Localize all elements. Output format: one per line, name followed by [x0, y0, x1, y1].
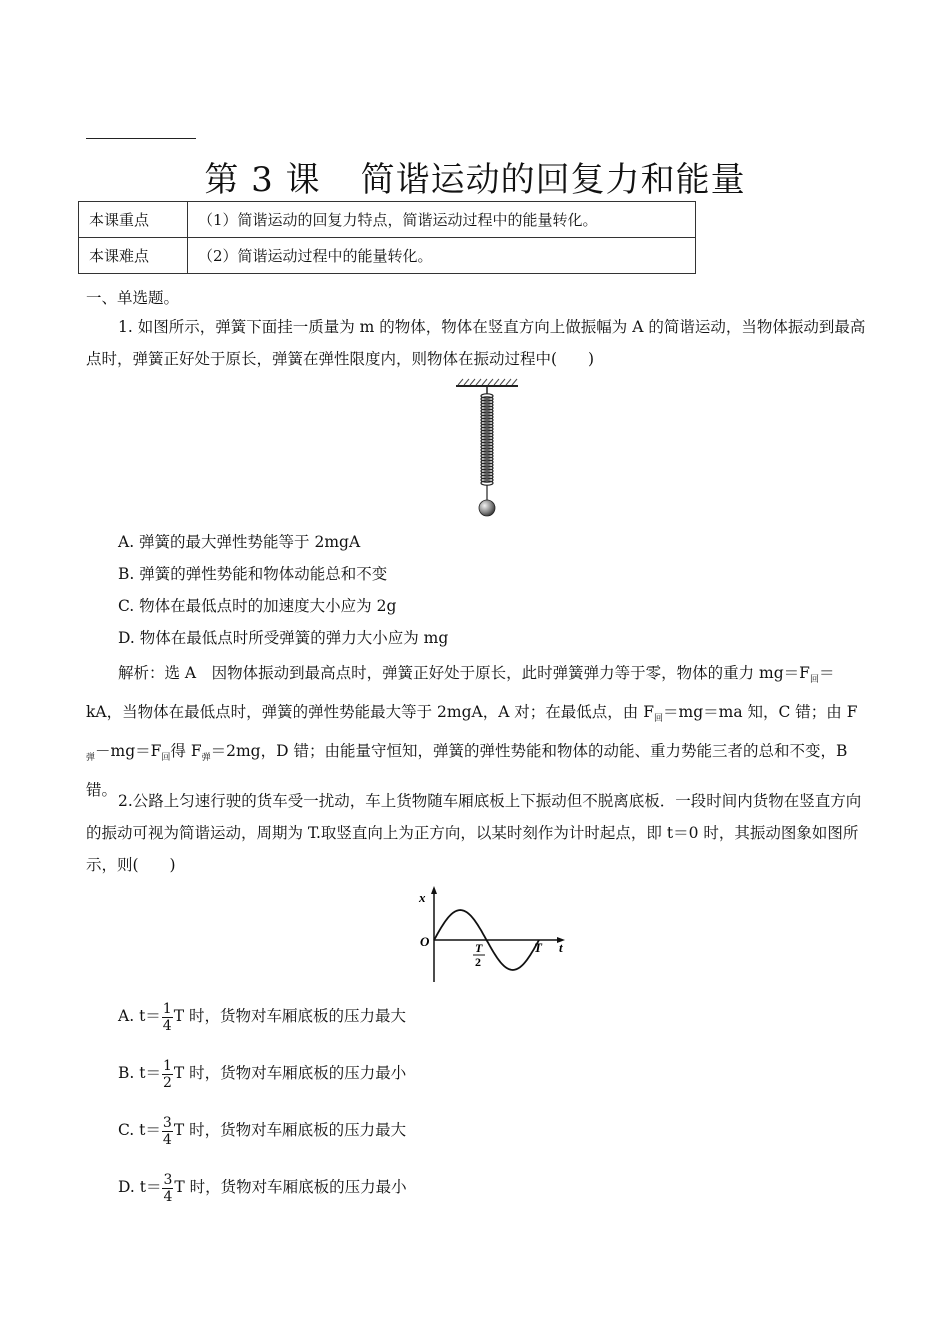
section-heading: 一、单选题。 [86, 289, 180, 307]
table-row [79, 238, 696, 274]
q1-option-c: C. 物体在最低点时的加速度大小应为 2g [118, 597, 397, 615]
spring-figure [446, 378, 530, 520]
q1-option-a: A. 弹簧的最大弹性势能等于 2mgA [118, 533, 361, 551]
q1-analysis: 解析：选 A 因物体振动到最高点时，弹簧正好处于原长，此时弹簧弹力等于零，物体的重力 $mg=F_回=kA$，当物体在最低点时，弹簧的弹性势能最大等于 2mgA，A 对；在最低点，由 $F_回=mg=ma$ 知，C 错；由 $F_弹-mg=F_回$得 $F_弹=2mg$，D 错；由能量守恒知，弹簧的弹性势能和物体的动能、重力势能三者的总和不变，B 错。 [86, 664, 858, 800]
key-point-label: 本课重点 [79, 202, 188, 238]
q1-option-b: B. 弹簧的弹性势能和物体动能总和不变 [118, 565, 388, 583]
ceiling-hatch [458, 379, 517, 385]
q2-option-d: D. t＝ $\frac{3}{4}$ T 时，货物对车厢底板的压力最小 [118, 1171, 407, 1205]
x-axis-arrow [431, 886, 437, 894]
vibration-graph [414, 882, 574, 986]
x-axis-label: x [419, 890, 426, 905]
q1-stem: 1. 如图所示，弹簧下面挂一质量为 m 的物体，物体在竖直方向上做振幅为 A 的简谐运动，当物体振动到最高点时，弹簧正好处于原长，弹簧在弹性限度内，则物体在振动过程中( ) [86, 318, 866, 368]
lesson-name: 简谐运动的回复力和能量 [360, 160, 746, 200]
spring-coil [481, 481, 493, 485]
q1-option-d: D. 物体在最低点时所受弹簧的弹力大小应为 mg [118, 629, 449, 647]
q2-option-a: A. t＝ $\frac{1}{4}$ T 时，货物对车厢底板的压力最大 [118, 1000, 406, 1034]
lesson-info-table [78, 201, 696, 274]
q2-option-c: C. t＝ $\frac{3}{4}$ T 时，货物对车厢底板的压力最大 [118, 1114, 407, 1148]
header-rule [86, 138, 196, 139]
page-title [0, 152, 950, 201]
difficulty-label: 本课难点 [79, 238, 188, 274]
period-label: T [534, 940, 542, 955]
q2-stem: 2.公路上匀速行驶的货车受一扰动，车上货物随车厢底板上下振动但不脱离底板．一段时间内货物在竖直方向的振动可视为简谐运动，周期为 T.取竖直向上为正方向，以某时刻作为计时起点，即 t＝0 时，其振动图象如图所示，则( ) [86, 792, 862, 874]
table-row [79, 202, 696, 238]
key-point-value: （1）简谐运动的回复力特点，简谐运动过程中的能量转化。 [188, 202, 696, 238]
difficulty-value: （2）简谐运动过程中的能量转化。 [188, 238, 696, 274]
q2-option-b: B. t＝ $\frac{1}{2}$ T 时，货物对车厢底板的压力最小 [118, 1057, 407, 1091]
origin-label: O [420, 934, 430, 949]
half-period-den: 2 [475, 955, 481, 969]
half-period-num: T [475, 941, 483, 955]
t-axis-label: t [559, 940, 563, 955]
spring-coils [481, 394, 493, 485]
mass-ball [479, 500, 495, 516]
lesson-number: 第 3 课 [204, 160, 321, 200]
